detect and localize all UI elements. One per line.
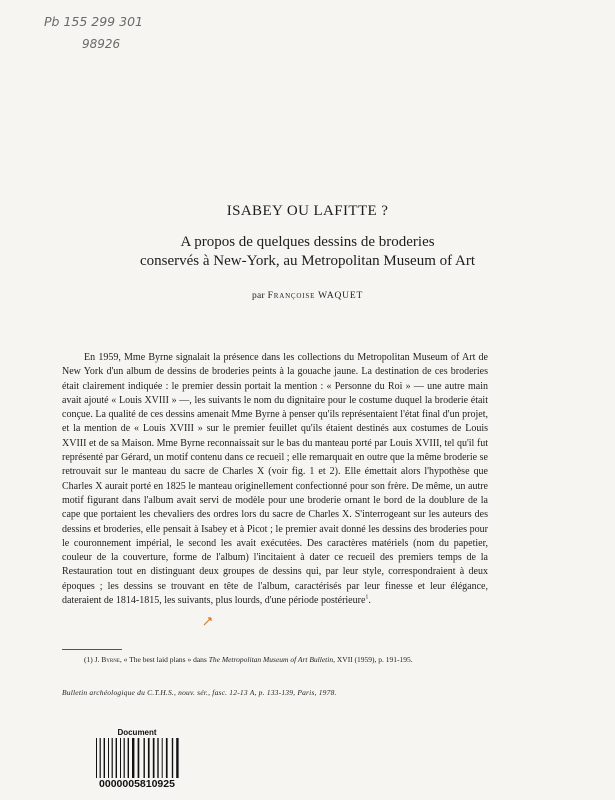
barcode-bar: [176, 738, 178, 778]
barcode-bar: [153, 738, 155, 778]
barcode-bar: [116, 738, 117, 778]
barcode-bar: [100, 738, 101, 778]
barcode-bar: [138, 738, 140, 778]
author-name: Françoise WAQUET: [267, 291, 364, 301]
footnote-text-after: , XVII (1959), p. 191-195.: [333, 655, 413, 664]
barcode-number: 0000005810925: [99, 778, 175, 790]
article-subtitle-line-1: A propos de quelques dessins de broderies: [180, 234, 435, 250]
barcode-bar: [124, 738, 125, 778]
footnote-number: (1): [84, 655, 93, 664]
barcode-bar: [120, 738, 121, 778]
barcode-bar: [166, 738, 168, 778]
barcode-sticker: [91, 728, 183, 792]
barcode-icon: [95, 738, 179, 778]
barcode-bar: [128, 738, 129, 778]
handwritten-line-1: Pb 155 299 301: [44, 14, 143, 29]
barcode-bar: [132, 738, 134, 778]
handwritten-line-2: 98926: [82, 37, 121, 51]
barcode-bar: [96, 738, 97, 778]
footnote-reference: 1: [365, 594, 369, 601]
barcode-label: Document: [117, 728, 157, 737]
footnote-text-before: , « The best laid plans » dans: [119, 655, 209, 664]
pencil-mark-icon: [202, 615, 214, 627]
handwritten-shelfmark: [44, 12, 184, 56]
body-text: En 1959, Mme Byrne signalait la présence dans les collections du Metropolitan Museum of Art de New York d'un album de dessins de broderies peints à la gouache jaune. La destination de ces broderies était clairement indiquée : le premier dessin portait la mention : « Personne du Roi » — une autre main avait ajouté « Louis XVIII » —, les suivants le nom du dignitaire pour le costume duquel la broderie était conçue. La qualité de ces dessins amenait Mme Byrne à penser qu'ils représentaient l'état final d'un projet, et la mention de « Louis XVIII » sur le premier feuillet qu'ils étaient destinés aux costumes de Louis XVIII et de sa Maison. Mme Byrne reconnaissait sur le bas du manteau porté par Louis XVIII, tel qu'il fut représenté par Gérard, un motif contenu dans ce recueil ; elle remarquait en outre que la même broderie se retrouvait sur le manteau du sacre de Charles X (voir fig. 1 et 2). Elle émettait alors l'hypothèse que Charles X aurait porté en 1825 le manteau originellement confectionné pour son frère. De même, un autre motif figurant dans l'album avait servi de modèle pour une broderie ornant le bord de la doublure de la cape que portaient les chevaliers des ordres lors du sacre de Charles X. S'interrogeant sur les auteurs des dessins et broderies, elle pensait à Isabey et à Picot ; le premier avait donné les dessins des broderies pour le couronnement impérial, le second les avait exécutées. Des caractères matériels (nom du papetier, couleur de la couverture, forme de l'album) l'incitaient à dater ce recueil des premiers temps de la Restauration tout en distinguant deux groupes de dessins qui, par leur style, correspondraient à deux époques ; les dessins se trouvant en tête de l'album, caractérisés par leur finesse et leur élégance, dateraient de 1814-1815, les suivants, plus lourds, d'une période postérieure: [62, 352, 488, 607]
barcode-bar: [108, 738, 109, 778]
footnote-divider: [62, 649, 122, 650]
footnote-journal: The Metropolitan Museum of Art Bulletin: [208, 655, 334, 664]
barcode-bar: [162, 738, 163, 778]
barcode-bar: [172, 738, 173, 778]
author-prefix: par: [251, 291, 265, 301]
footnote-author: J. Byrne: [94, 655, 120, 664]
barcode-bar: [157, 738, 158, 778]
author-line: [0, 291, 615, 301]
article-title: ISABEY OU LAFITTE ?: [226, 203, 389, 219]
body-paragraph: En 1959, Mme Byrne signalait la présence dans les collections du Metropolitan Museum of Art de New York d'un album de dessins de broderies peints à la gouache jaune. La destination de ces broderies était clairement indiquée : le premier dessin portait la mention : « Personne du Roi » — une autre main avait ajouté « Louis XVIII » —, les suivants le nom du dignitaire pour le costume duquel la broderie était conçue. La qualité de ces dessins amenait Mme Byrne à penser qu'ils représentaient l'état final d'un projet, et la mention de « Louis XVIII » sur le premier feuillet qu'ils étaient destinés aux costumes de Louis XVIII et de sa Maison. Mme Byrne reconnaissait sur le bas du manteau porté par Louis XVIII, tel qu'il fut représenté par Gérard, un motif contenu dans ce recueil ; elle remarquait en outre que la même broderie se retrouvait sur le manteau du sacre de Charles X (voir fig. 1 et 2). Elle émettait alors l'hypothèse que Charles X aurait porté en 1825 le manteau originellement confectionné pour son frère. De même, un autre motif figurant dans l'album avait servi de modèle pour une broderie ornant le bord de la doublure de la cape que portaient les chevaliers des ordres lors du sacre de Charles X. S'interrogeant sur les auteurs des dessins et broderies, elle pensait à Isabey et à Picot ; le premier avait donné les dessins des broderies pour le couronnement impérial, le second les avait exécutées. Des caractères matériels (nom du papetier, couleur de la couverture, forme de l'album) l'incitaient à dater ce recueil des premiers temps de la Restauration tout en distinguant deux groupes de dessins qui, par leur style, correspondraient à deux époques ; les dessins se trouvant en tête de l'album, caractérisés par leur finesse et leur élégance, dateraient de 1814-1815, les suivants, plus lourds, d'une période postérieure$^1$.: [62, 352, 488, 607]
barcode-bar: [104, 738, 105, 778]
barcode-bar: [144, 738, 145, 778]
publication-citation: Bulletin archéologique du C.T.H.S., nouv. sér., fasc. 12-13 A, p. 133-139, Paris, 1978.: [62, 688, 337, 697]
barcode-bar: [148, 738, 150, 778]
article-subtitle-line-2: conservés à New-York, au Metropolitan Museum of Art: [139, 253, 476, 269]
footnote: [62, 654, 488, 666]
barcode-bar: [112, 738, 113, 778]
